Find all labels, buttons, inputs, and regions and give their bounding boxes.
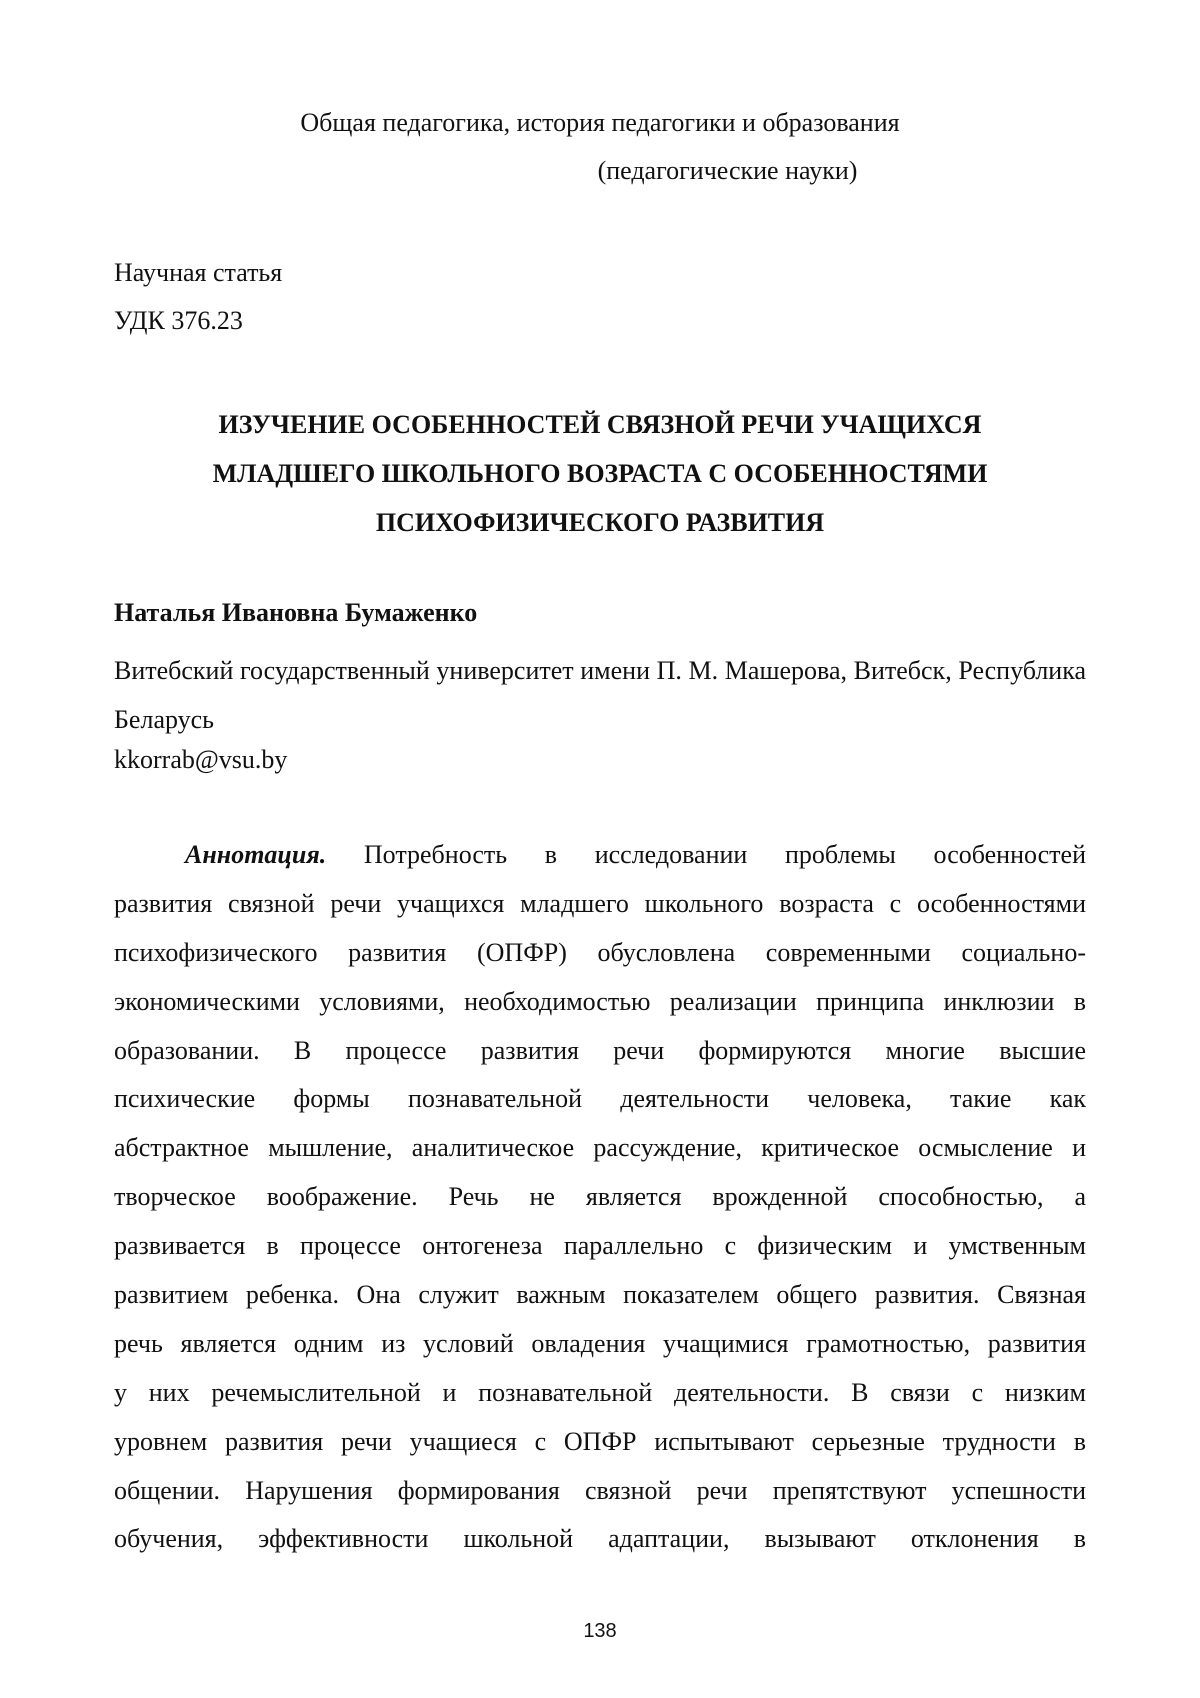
- abstract-line: творческое воображение. Речь не является врожденной способностью, а: [114, 1182, 1086, 1212]
- page-number: 138: [583, 1620, 617, 1642]
- udc-code: УДК 376.23: [114, 306, 243, 335]
- author-email: kkorrab@vsu.by: [114, 745, 288, 774]
- abstract-line: [114, 840, 1086, 889]
- title-line: ПСИХОФИЗИЧЕСКОГО РАЗВИТИЯ: [375, 508, 825, 537]
- title-line: МЛАДШЕГО ШКОЛЬНОГО ВОЗРАСТА С ОСОБЕННОСТЯМИ: [212, 459, 988, 488]
- author-affiliation: Витебский государственный университет имени П. М. Машерова, Витебск, Республика Беларусь: [114, 656, 1086, 734]
- abstract-line: психофизического развития (ОПФР) обусловлена современными социально-: [114, 937, 1086, 967]
- abstract-label: Аннотация.: [185, 840, 327, 869]
- article-type: Научная статья: [114, 258, 283, 287]
- abstract-line: образовании. В процессе развития речи формируются многие высшие: [114, 1035, 1086, 1065]
- abstract-line: уровнем развития речи учащиеся с ОПФР испытывают серьезные трудности в: [114, 1426, 1086, 1456]
- article-title: [114, 400, 1086, 547]
- section-subheading: (педагогические науки): [597, 156, 858, 185]
- abstract-line: развивается в процессе онтогенеза параллельно с физическим и умственным: [114, 1231, 1086, 1261]
- abstract-line: абстрактное мышление, аналитическое рассуждение, критическое осмысление и: [114, 1133, 1086, 1163]
- abstract-line: развития связной речи учащихся младшего школьного возраста с особенностями: [114, 888, 1086, 918]
- abstract-line: у них речемыслительной и познавательной деятельности. В связи с низким: [114, 1377, 1086, 1407]
- abstract-line-text: Потребность в исследовании проблемы особенностей: [363, 840, 1086, 869]
- section-heading: Общая педагогика, история педагогики и образования: [300, 108, 900, 137]
- abstract-line: обучения, эффективности школьной адаптации, вызывают отклонения в: [114, 1524, 1086, 1554]
- abstract-line: развитием ребенка. Она служит важным показателем общего развития. Связная: [114, 1280, 1086, 1310]
- title-line: ИЗУЧЕНИЕ ОСОБЕННОСТЕЙ СВЯЗНОЙ РЕЧИ УЧАЩИХСЯ: [218, 410, 982, 439]
- abstract-line: экономическими условиями, необходимостью реализации принципа инклюзии в: [114, 986, 1086, 1016]
- abstract-line: психические формы познавательной деятельности человека, такие как: [114, 1084, 1086, 1114]
- abstract-line: общении. Нарушения формирования связной речи препятствуют успешности: [114, 1475, 1086, 1505]
- abstract-line: речь является одним из условий овладения учащимися грамотностью, развития: [114, 1328, 1086, 1358]
- author-name: Наталья Ивановна Бумаженко: [114, 598, 478, 627]
- abstract: [114, 840, 1086, 1573]
